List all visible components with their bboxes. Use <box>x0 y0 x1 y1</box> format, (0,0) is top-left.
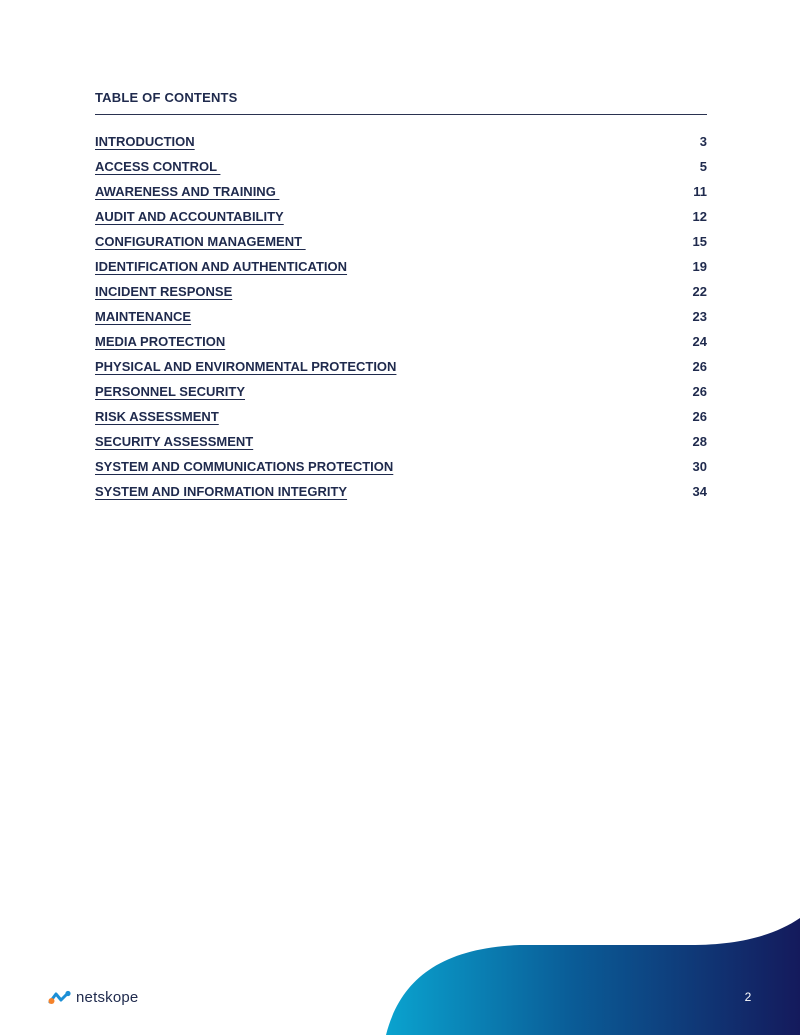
toc-entry-page: 28 <box>692 434 707 449</box>
toc-entry[interactable] <box>95 329 707 354</box>
toc-entry[interactable] <box>95 154 707 179</box>
toc-entry-link[interactable]: RISK ASSESSMENT <box>95 409 219 424</box>
netskope-logo <box>48 988 138 1006</box>
toc-entry[interactable] <box>95 379 707 404</box>
toc-entry-link[interactable]: SECURITY ASSESSMENT <box>95 434 254 449</box>
toc-entry-link[interactable]: PERSONNEL SECURITY <box>95 384 246 399</box>
toc-entry-link[interactable]: MAINTENANCE <box>95 309 192 324</box>
toc-entry[interactable] <box>95 429 707 454</box>
toc-entry-link[interactable]: INCIDENT RESPONSE <box>95 284 233 299</box>
toc-entry[interactable] <box>95 454 707 479</box>
table-of-contents <box>95 90 707 504</box>
toc-entry-link[interactable]: SYSTEM AND INFORMATION INTEGRITY <box>95 484 348 499</box>
toc-entry[interactable] <box>95 179 707 204</box>
toc-entry-page: 3 <box>699 134 707 149</box>
toc-entry-link[interactable]: ACCESS CONTROL <box>95 159 221 174</box>
toc-entry-page: 26 <box>692 384 707 399</box>
toc-entry-page: 12 <box>692 209 707 224</box>
toc-entry-link[interactable]: PHYSICAL AND ENVIRONMENTAL PROTECTION <box>95 359 397 374</box>
logo-wordmark: netskope <box>76 988 139 1006</box>
toc-entry[interactable] <box>95 404 707 429</box>
toc-entry[interactable] <box>95 279 707 304</box>
toc-entry-page: 22 <box>692 284 707 299</box>
toc-entry-page: 23 <box>692 309 707 324</box>
toc-divider <box>95 114 707 115</box>
toc-entry-page: 26 <box>692 359 707 374</box>
toc-entry[interactable] <box>95 204 707 229</box>
toc-entry-page: 11 <box>693 184 707 199</box>
toc-entry[interactable] <box>95 254 707 279</box>
toc-entry-page: 15 <box>692 234 707 249</box>
toc-entry[interactable] <box>95 304 707 329</box>
toc-heading: TABLE OF CONTENTS <box>95 90 238 105</box>
toc-entry[interactable] <box>95 129 707 154</box>
toc-entry-link[interactable]: CONFIGURATION MANAGEMENT <box>95 234 306 249</box>
toc-entry-page: 26 <box>692 409 707 424</box>
toc-entry-page: 30 <box>692 459 707 474</box>
toc-entry-link[interactable]: MEDIA PROTECTION <box>95 334 226 349</box>
toc-entry[interactable] <box>95 479 707 504</box>
toc-entry-link[interactable]: INTRODUCTION <box>95 134 195 149</box>
netskope-logo-icon <box>48 989 72 1005</box>
toc-entry[interactable] <box>95 229 707 254</box>
page-number: 2 <box>744 990 752 1004</box>
toc-entry-link[interactable]: IDENTIFICATION AND AUTHENTICATION <box>95 259 348 274</box>
toc-entry-page: 24 <box>692 334 707 349</box>
toc-entry-link[interactable]: AUDIT AND ACCOUNTABILITY <box>95 209 284 224</box>
toc-entry-link[interactable]: AWARENESS AND TRAINING <box>95 184 280 199</box>
toc-entry-page: 34 <box>692 484 707 499</box>
toc-entry[interactable] <box>95 354 707 379</box>
toc-entry-link[interactable]: SYSTEM AND COMMUNICATIONS PROTECTION <box>95 459 394 474</box>
toc-entry-page: 19 <box>692 259 707 274</box>
toc-list <box>95 129 707 504</box>
toc-entry-page: 5 <box>699 159 707 174</box>
